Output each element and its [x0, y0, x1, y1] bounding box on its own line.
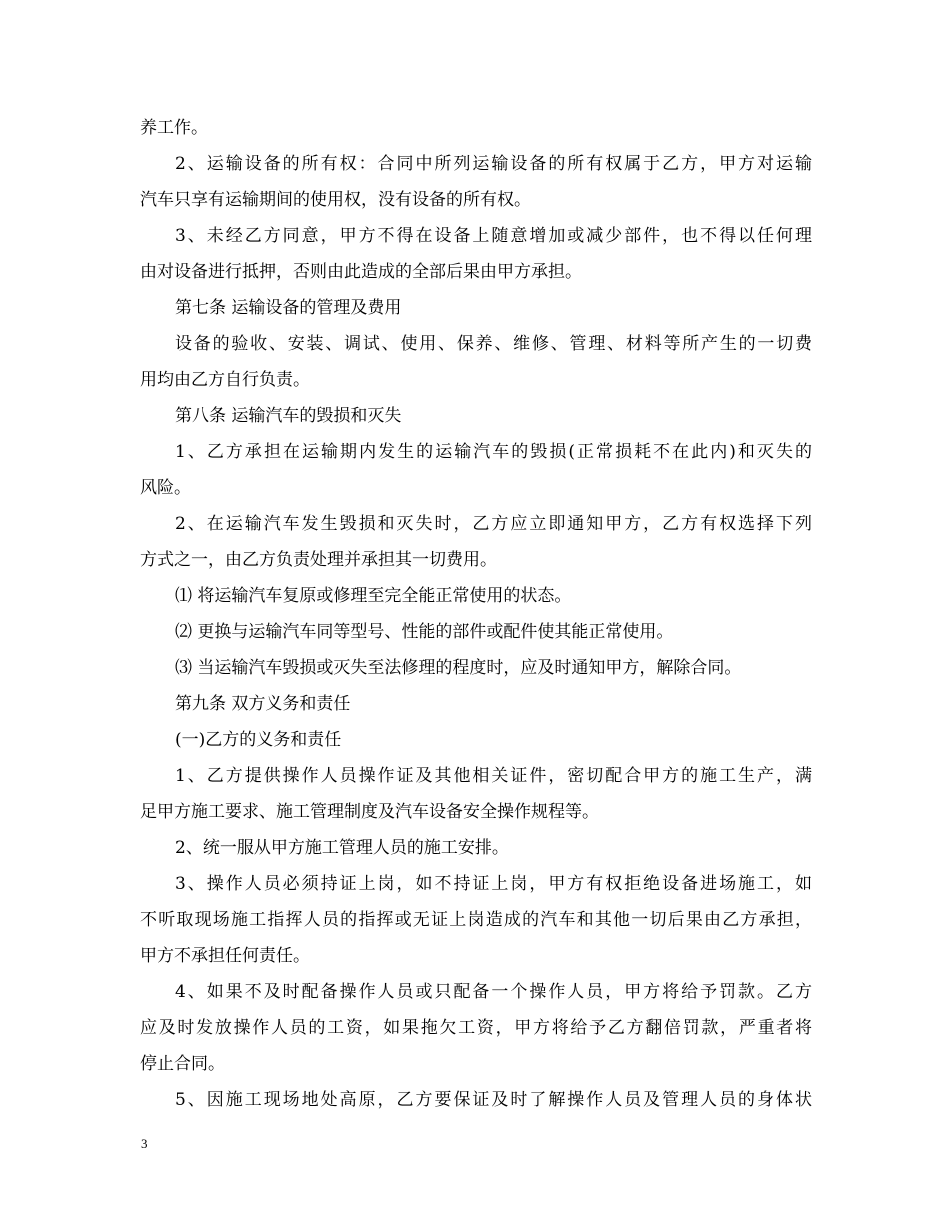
- text-line: 汽车只享有运输期间的使用权，没有设备的所有权。: [140, 190, 531, 210]
- section-heading: 第七条 运输设备的管理及费用: [175, 298, 402, 318]
- text-line: 1、乙方提供操作人员操作证及其他相关证件，密切配合甲方的施工生产，满: [175, 766, 812, 786]
- text-line: 2、在运输汽车发生毁损和灭失时，乙方应立即通知甲方，乙方有权选择下列: [175, 514, 812, 534]
- page-number: 3: [141, 1136, 148, 1151]
- list-item: ⑶ 当运输汽车毁损或灭失至法修理的程度时，应及时通知甲方，解除合同。: [175, 658, 742, 678]
- text-line: 用均由乙方自行负责。: [140, 370, 310, 390]
- text-line: 应及时发放操作人员的工资，如果拖欠工资，甲方将给予乙方翻倍罚款，严重者将: [140, 1018, 812, 1038]
- text-line: 方式之一，由乙方负责处理并承担其一切费用。: [140, 550, 497, 570]
- text-line: 设备的验收、安装、调试、使用、保养、维修、管理、材料等所产生的一切费: [175, 334, 812, 354]
- list-item: ⑵ 更换与运输汽车同等型号、性能的部件或配件使其能正常使用。: [175, 622, 674, 642]
- list-item: ⑴ 将运输汽车复原或修理至完全能正常使用的状态。: [175, 586, 572, 606]
- text-line: 5、因施工现场地处高原，乙方要保证及时了解操作人员及管理人员的身体状: [175, 1090, 812, 1110]
- text-line: 3、未经乙方同意，甲方不得在设备上随意增加或减少部件，也不得以任何理: [175, 226, 812, 246]
- text-line: 4、如果不及时配备操作人员或只配备一个操作人员，甲方将给予罚款。乙方: [175, 982, 812, 1002]
- text-line: 停止合同。: [140, 1054, 225, 1074]
- text-line: 养工作。: [140, 118, 208, 138]
- text-line: 2、统一服从甲方施工管理人员的施工安排。: [175, 838, 509, 858]
- section-heading: 第九条 双方义务和责任: [175, 694, 351, 714]
- text-line: 足甲方施工要求、施工管理制度及汽车设备安全操作规程等。: [140, 802, 599, 822]
- text-line: 2、运输设备的所有权：合同中所列运输设备的所有权属于乙方，甲方对运输: [175, 154, 812, 174]
- text-line: 由对设备进行抵押，否则由此造成的全部后果由甲方承担。: [140, 262, 582, 282]
- text-line: 3、操作人员必须持证上岗，如不持证上岗，甲方有权拒绝设备进场施工，如: [175, 874, 812, 894]
- text-line: 风险。: [140, 478, 191, 498]
- subsection-heading: (一)乙方的义务和责任: [175, 730, 342, 750]
- section-heading: 第八条 运输汽车的毁损和灭失: [175, 406, 402, 426]
- document-body: [140, 110, 812, 1118]
- text-line: 甲方不承担任何责任。: [140, 946, 310, 966]
- text-line: 1、乙方承担在运输期内发生的运输汽车的毁损(正常损耗不在此内)和灭失的: [175, 442, 812, 462]
- text-line: 不听取现场施工指挥人员的指挥或无证上岗造成的汽车和其他一切后果由乙方承担，: [140, 910, 812, 930]
